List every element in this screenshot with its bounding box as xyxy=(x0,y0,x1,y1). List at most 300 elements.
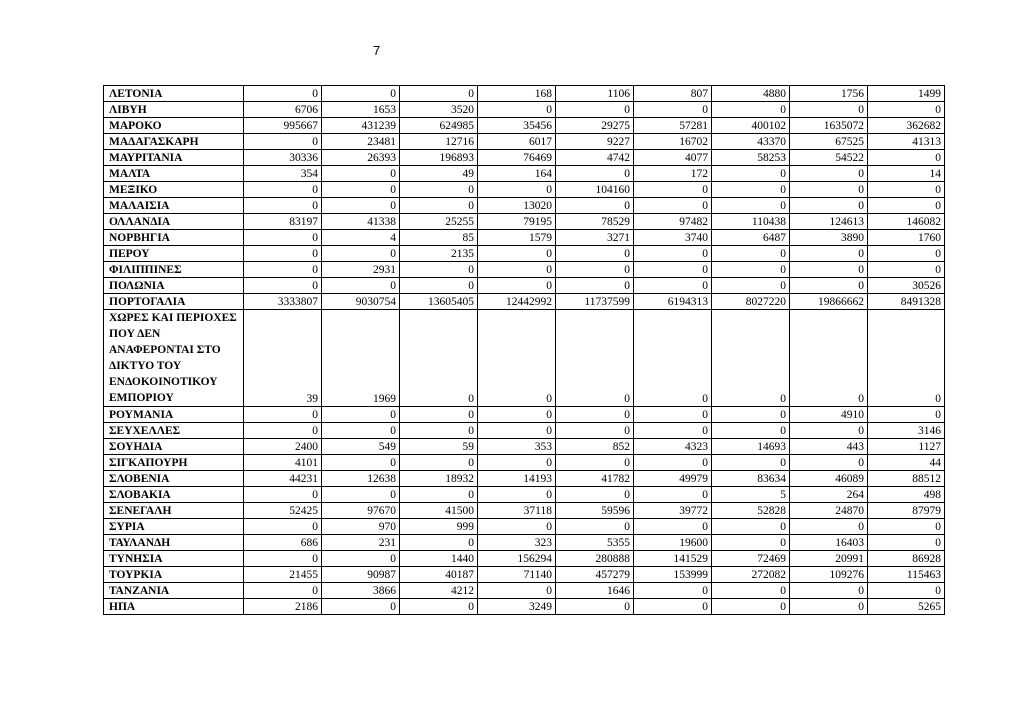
country-cell: ΣΕΥΧΕΛΛΕΣ xyxy=(104,423,244,439)
country-cell: ΜΑΥΡΙΤΑΝΙΑ xyxy=(104,150,244,166)
value-cell: 29275 xyxy=(556,118,634,134)
value-cell: 1440 xyxy=(400,551,478,567)
value-cell: 0 xyxy=(790,102,868,118)
table-row xyxy=(104,166,945,182)
value-cell: 12442992 xyxy=(478,294,556,310)
table-row xyxy=(104,278,945,294)
country-cell: ΣΙΓΚΑΠΟΥΡΗ xyxy=(104,455,244,471)
value-cell: 0 xyxy=(478,519,556,535)
table-row xyxy=(104,407,945,423)
value-cell: 156294 xyxy=(478,551,556,567)
value-cell: 0 xyxy=(400,535,478,551)
value-cell: 8491328 xyxy=(868,294,945,310)
country-cell: ΜΕΞΙΚΟ xyxy=(104,182,244,198)
trade-table xyxy=(103,85,945,615)
value-cell: 41313 xyxy=(868,134,945,150)
value-cell: 0 xyxy=(868,407,945,423)
value-cell: 0 xyxy=(790,310,868,407)
value-cell: 0 xyxy=(634,599,712,615)
value-cell: 19600 xyxy=(634,535,712,551)
value-cell: 0 xyxy=(322,487,400,503)
value-cell: 12716 xyxy=(400,134,478,150)
value-cell: 354 xyxy=(244,166,322,182)
value-cell: 1756 xyxy=(790,86,868,102)
table-row xyxy=(104,118,945,134)
value-cell: 6706 xyxy=(244,102,322,118)
value-cell: 141529 xyxy=(634,551,712,567)
value-cell: 46089 xyxy=(790,471,868,487)
value-cell: 0 xyxy=(634,407,712,423)
value-cell: 41338 xyxy=(322,214,400,230)
value-cell: 49 xyxy=(400,166,478,182)
value-cell: 97482 xyxy=(634,214,712,230)
value-cell: 14193 xyxy=(478,471,556,487)
value-cell: 0 xyxy=(868,262,945,278)
country-cell: ΜΑΛΤΑ xyxy=(104,166,244,182)
value-cell: 153999 xyxy=(634,567,712,583)
table-row xyxy=(104,455,945,471)
value-cell: 353 xyxy=(478,439,556,455)
value-cell: 0 xyxy=(790,278,868,294)
value-cell: 0 xyxy=(790,583,868,599)
country-cell: ΦΙΛΙΠΠΙΝΕΣ xyxy=(104,262,244,278)
table-row xyxy=(104,567,945,583)
value-cell: 0 xyxy=(322,455,400,471)
value-cell: 0 xyxy=(322,278,400,294)
value-cell: 0 xyxy=(790,182,868,198)
value-cell: 0 xyxy=(400,86,478,102)
value-cell: 30336 xyxy=(244,150,322,166)
table-row xyxy=(104,134,945,150)
value-cell: 0 xyxy=(556,278,634,294)
country-cell: ΤΟΥΡΚΙΑ xyxy=(104,567,244,583)
value-cell: 90987 xyxy=(322,567,400,583)
value-cell: 0 xyxy=(712,246,790,262)
value-cell: 0 xyxy=(322,86,400,102)
country-cell: ΣΛΟΒΕΝΙΑ xyxy=(104,471,244,487)
value-cell: 0 xyxy=(556,423,634,439)
value-cell: 0 xyxy=(322,246,400,262)
value-cell: 457279 xyxy=(556,567,634,583)
value-cell: 44231 xyxy=(244,471,322,487)
value-cell: 0 xyxy=(712,278,790,294)
value-cell: 0 xyxy=(478,246,556,262)
value-cell: 0 xyxy=(790,198,868,214)
value-cell: 59596 xyxy=(556,503,634,519)
value-cell: 0 xyxy=(478,583,556,599)
value-cell: 0 xyxy=(712,166,790,182)
value-cell: 3890 xyxy=(790,230,868,246)
value-cell: 3333807 xyxy=(244,294,322,310)
value-cell: 0 xyxy=(712,262,790,278)
value-cell: 26393 xyxy=(322,150,400,166)
value-cell: 0 xyxy=(478,102,556,118)
value-cell: 23481 xyxy=(322,134,400,150)
value-cell: 104160 xyxy=(556,182,634,198)
value-cell: 52425 xyxy=(244,503,322,519)
value-cell: 0 xyxy=(244,182,322,198)
value-cell: 6487 xyxy=(712,230,790,246)
value-cell: 2186 xyxy=(244,599,322,615)
value-cell: 0 xyxy=(556,166,634,182)
value-cell: 0 xyxy=(634,423,712,439)
value-cell: 264 xyxy=(790,487,868,503)
value-cell: 0 xyxy=(478,310,556,407)
value-cell: 0 xyxy=(634,102,712,118)
value-cell: 21455 xyxy=(244,567,322,583)
value-cell: 0 xyxy=(634,310,712,407)
value-cell: 0 xyxy=(868,583,945,599)
value-cell: 549 xyxy=(322,439,400,455)
value-cell: 0 xyxy=(712,310,790,407)
value-cell: 0 xyxy=(556,198,634,214)
value-cell: 362682 xyxy=(868,118,945,134)
value-cell: 0 xyxy=(478,262,556,278)
value-cell: 0 xyxy=(478,455,556,471)
value-cell: 231 xyxy=(322,535,400,551)
value-cell: 0 xyxy=(400,198,478,214)
value-cell: 999 xyxy=(400,519,478,535)
country-cell: ΡΟΥΜΑΝΙΑ xyxy=(104,407,244,423)
country-cell: ΜΑΡΟΚΟ xyxy=(104,118,244,134)
value-cell: 0 xyxy=(556,246,634,262)
value-cell: 8027220 xyxy=(712,294,790,310)
value-cell: 807 xyxy=(634,86,712,102)
value-cell: 1106 xyxy=(556,86,634,102)
value-cell: 0 xyxy=(868,182,945,198)
value-cell: 3146 xyxy=(868,423,945,439)
value-cell: 0 xyxy=(400,487,478,503)
value-cell: 1760 xyxy=(868,230,945,246)
value-cell: 168 xyxy=(478,86,556,102)
value-cell: 4101 xyxy=(244,455,322,471)
value-cell: 0 xyxy=(400,423,478,439)
table-row xyxy=(104,535,945,551)
value-cell: 4 xyxy=(322,230,400,246)
value-cell: 0 xyxy=(868,519,945,535)
value-cell: 323 xyxy=(478,535,556,551)
value-cell: 0 xyxy=(868,535,945,551)
value-cell: 30526 xyxy=(868,278,945,294)
value-cell: 9030754 xyxy=(322,294,400,310)
country-cell: ΣΥΡΙΑ xyxy=(104,519,244,535)
table-body xyxy=(104,86,945,615)
table-row xyxy=(104,471,945,487)
table-row xyxy=(104,487,945,503)
value-cell: 0 xyxy=(712,182,790,198)
value-cell: 49979 xyxy=(634,471,712,487)
value-cell: 4910 xyxy=(790,407,868,423)
table-row xyxy=(104,583,945,599)
country-cell: ΠΟΛΩΝΙΑ xyxy=(104,278,244,294)
country-cell: ΠΟΡΤΟΓΑΛΙΑ xyxy=(104,294,244,310)
value-cell: 498 xyxy=(868,487,945,503)
value-cell: 0 xyxy=(868,246,945,262)
value-cell: 0 xyxy=(244,487,322,503)
value-cell: 0 xyxy=(244,423,322,439)
value-cell: 0 xyxy=(244,246,322,262)
value-cell: 1635072 xyxy=(790,118,868,134)
value-cell: 0 xyxy=(478,278,556,294)
country-cell: ΤΑΝΖΑΝΙΑ xyxy=(104,583,244,599)
table-row xyxy=(104,503,945,519)
value-cell: 0 xyxy=(478,182,556,198)
value-cell: 71140 xyxy=(478,567,556,583)
value-cell: 0 xyxy=(712,599,790,615)
table-row xyxy=(104,198,945,214)
value-cell: 25255 xyxy=(400,214,478,230)
value-cell: 85 xyxy=(400,230,478,246)
table-row xyxy=(104,439,945,455)
value-cell: 0 xyxy=(790,455,868,471)
value-cell: 995667 xyxy=(244,118,322,134)
value-cell: 43370 xyxy=(712,134,790,150)
value-cell: 4880 xyxy=(712,86,790,102)
value-cell: 0 xyxy=(322,198,400,214)
value-cell: 41500 xyxy=(400,503,478,519)
value-cell: 4742 xyxy=(556,150,634,166)
value-cell: 0 xyxy=(244,262,322,278)
value-cell: 2400 xyxy=(244,439,322,455)
value-cell: 78529 xyxy=(556,214,634,230)
value-cell: 88512 xyxy=(868,471,945,487)
value-cell: 0 xyxy=(634,262,712,278)
value-cell: 0 xyxy=(790,423,868,439)
value-cell: 0 xyxy=(790,599,868,615)
table-row xyxy=(104,150,945,166)
table-row xyxy=(104,423,945,439)
table-row xyxy=(104,551,945,567)
value-cell: 0 xyxy=(400,278,478,294)
value-cell: 0 xyxy=(400,182,478,198)
value-cell: 0 xyxy=(244,278,322,294)
value-cell: 16403 xyxy=(790,535,868,551)
value-cell: 0 xyxy=(556,599,634,615)
value-cell: 0 xyxy=(556,262,634,278)
country-cell: ΧΩΡΕΣ ΚΑΙ ΠΕΡΙΟΧΕΣ ΠΟΥ ΔΕΝ ΑΝΑΦΕΡΟΝΤΑΙ ΣΤΟ ΔΙΚΤΥΟ ΤΟΥ ΕΝΔΟΚΟΙΝΟΤΙΚΟΥ ΕΜΠΟΡΙΟΥ xyxy=(104,310,244,407)
value-cell: 0 xyxy=(322,166,400,182)
value-cell: 5 xyxy=(712,487,790,503)
value-cell: 852 xyxy=(556,439,634,455)
value-cell: 431239 xyxy=(322,118,400,134)
country-cell: ΗΠΑ xyxy=(104,599,244,615)
country-cell: ΜΑΔΑΓΑΣΚΑΡΗ xyxy=(104,134,244,150)
value-cell: 44 xyxy=(868,455,945,471)
value-cell: 115463 xyxy=(868,567,945,583)
value-cell: 272082 xyxy=(712,567,790,583)
value-cell: 0 xyxy=(634,487,712,503)
country-cell: ΜΑΛΑΙΣΙΑ xyxy=(104,198,244,214)
value-cell: 52828 xyxy=(712,503,790,519)
page-number: 7 xyxy=(373,43,381,58)
table-row xyxy=(104,310,945,407)
value-cell: 0 xyxy=(400,310,478,407)
value-cell: 0 xyxy=(790,166,868,182)
value-cell: 1499 xyxy=(868,86,945,102)
value-cell: 83634 xyxy=(712,471,790,487)
value-cell: 109276 xyxy=(790,567,868,583)
country-cell: ΤΥΝΗΣΙΑ xyxy=(104,551,244,567)
value-cell: 11737599 xyxy=(556,294,634,310)
value-cell: 110438 xyxy=(712,214,790,230)
value-cell: 0 xyxy=(712,407,790,423)
value-cell: 0 xyxy=(478,407,556,423)
value-cell: 124613 xyxy=(790,214,868,230)
value-cell: 16702 xyxy=(634,134,712,150)
value-cell: 0 xyxy=(244,519,322,535)
value-cell: 14693 xyxy=(712,439,790,455)
value-cell: 97670 xyxy=(322,503,400,519)
value-cell: 0 xyxy=(556,407,634,423)
value-cell: 146082 xyxy=(868,214,945,230)
value-cell: 0 xyxy=(634,246,712,262)
country-cell: ΠΕΡΟΥ xyxy=(104,246,244,262)
value-cell: 35456 xyxy=(478,118,556,134)
value-cell: 0 xyxy=(634,198,712,214)
country-cell: ΣΛΟΒΑΚΙΑ xyxy=(104,487,244,503)
value-cell: 172 xyxy=(634,166,712,182)
value-cell: 12638 xyxy=(322,471,400,487)
value-cell: 0 xyxy=(790,246,868,262)
value-cell: 1127 xyxy=(868,439,945,455)
value-cell: 0 xyxy=(244,198,322,214)
value-cell: 54522 xyxy=(790,150,868,166)
value-cell: 0 xyxy=(244,86,322,102)
value-cell: 0 xyxy=(556,455,634,471)
value-cell: 37118 xyxy=(478,503,556,519)
value-cell: 79195 xyxy=(478,214,556,230)
value-cell: 39 xyxy=(244,310,322,407)
value-cell: 164 xyxy=(478,166,556,182)
value-cell: 3740 xyxy=(634,230,712,246)
table-row xyxy=(104,86,945,102)
value-cell: 0 xyxy=(322,599,400,615)
table-row xyxy=(104,230,945,246)
value-cell: 57281 xyxy=(634,118,712,134)
value-cell: 3249 xyxy=(478,599,556,615)
table-row xyxy=(104,519,945,535)
value-cell: 0 xyxy=(322,423,400,439)
value-cell: 1653 xyxy=(322,102,400,118)
table-row xyxy=(104,294,945,310)
country-cell: ΣΟΥΗΔΙΑ xyxy=(104,439,244,455)
value-cell: 0 xyxy=(556,310,634,407)
value-cell: 76469 xyxy=(478,150,556,166)
country-cell: ΟΛΛΑΝΔΙΑ xyxy=(104,214,244,230)
country-cell: ΝΟΡΒΗΓΙΑ xyxy=(104,230,244,246)
value-cell: 39772 xyxy=(634,503,712,519)
value-cell: 0 xyxy=(712,519,790,535)
value-cell: 0 xyxy=(244,407,322,423)
value-cell: 24870 xyxy=(790,503,868,519)
value-cell: 4077 xyxy=(634,150,712,166)
value-cell: 13605405 xyxy=(400,294,478,310)
value-cell: 6017 xyxy=(478,134,556,150)
value-cell: 1969 xyxy=(322,310,400,407)
country-cell: ΛΕΤΟΝΙΑ xyxy=(104,86,244,102)
value-cell: 0 xyxy=(634,519,712,535)
value-cell: 1646 xyxy=(556,583,634,599)
value-cell: 3866 xyxy=(322,583,400,599)
value-cell: 0 xyxy=(868,310,945,407)
value-cell: 0 xyxy=(634,182,712,198)
value-cell: 2135 xyxy=(400,246,478,262)
value-cell: 87979 xyxy=(868,503,945,519)
value-cell: 18932 xyxy=(400,471,478,487)
value-cell: 59 xyxy=(400,439,478,455)
value-cell: 0 xyxy=(712,102,790,118)
country-cell: ΛΙΒΥΗ xyxy=(104,102,244,118)
value-cell: 0 xyxy=(478,487,556,503)
value-cell: 0 xyxy=(556,102,634,118)
value-cell: 20991 xyxy=(790,551,868,567)
value-cell: 4212 xyxy=(400,583,478,599)
value-cell: 196893 xyxy=(400,150,478,166)
value-cell: 0 xyxy=(244,230,322,246)
table-row xyxy=(104,599,945,615)
value-cell: 0 xyxy=(868,198,945,214)
value-cell: 0 xyxy=(712,535,790,551)
value-cell: 14 xyxy=(868,166,945,182)
value-cell: 0 xyxy=(634,583,712,599)
value-cell: 4323 xyxy=(634,439,712,455)
value-cell: 0 xyxy=(400,599,478,615)
value-cell: 0 xyxy=(400,262,478,278)
value-cell: 0 xyxy=(322,407,400,423)
value-cell: 3520 xyxy=(400,102,478,118)
value-cell: 0 xyxy=(712,423,790,439)
value-cell: 40187 xyxy=(400,567,478,583)
value-cell: 67525 xyxy=(790,134,868,150)
value-cell: 400102 xyxy=(712,118,790,134)
table-row xyxy=(104,214,945,230)
value-cell: 72469 xyxy=(712,551,790,567)
value-cell: 5355 xyxy=(556,535,634,551)
table-row xyxy=(104,262,945,278)
value-cell: 0 xyxy=(400,407,478,423)
value-cell: 58253 xyxy=(712,150,790,166)
table-row xyxy=(104,246,945,262)
value-cell: 0 xyxy=(322,182,400,198)
table-row xyxy=(104,182,945,198)
value-cell: 280888 xyxy=(556,551,634,567)
value-cell: 0 xyxy=(712,583,790,599)
value-cell: 19866662 xyxy=(790,294,868,310)
value-cell: 686 xyxy=(244,535,322,551)
value-cell: 0 xyxy=(712,455,790,471)
value-cell: 624985 xyxy=(400,118,478,134)
value-cell: 0 xyxy=(478,423,556,439)
value-cell: 0 xyxy=(634,455,712,471)
value-cell: 6194313 xyxy=(634,294,712,310)
value-cell: 443 xyxy=(790,439,868,455)
value-cell: 0 xyxy=(556,519,634,535)
value-cell: 0 xyxy=(244,134,322,150)
value-cell: 0 xyxy=(634,278,712,294)
country-cell: ΤΑΥΛΑΝΔΗ xyxy=(104,535,244,551)
value-cell: 3271 xyxy=(556,230,634,246)
value-cell: 0 xyxy=(790,519,868,535)
value-cell: 83197 xyxy=(244,214,322,230)
value-cell: 9227 xyxy=(556,134,634,150)
value-cell: 2931 xyxy=(322,262,400,278)
value-cell: 0 xyxy=(868,102,945,118)
value-cell: 0 xyxy=(790,262,868,278)
value-cell: 0 xyxy=(400,455,478,471)
value-cell: 0 xyxy=(244,551,322,567)
value-cell: 1579 xyxy=(478,230,556,246)
value-cell: 0 xyxy=(556,487,634,503)
